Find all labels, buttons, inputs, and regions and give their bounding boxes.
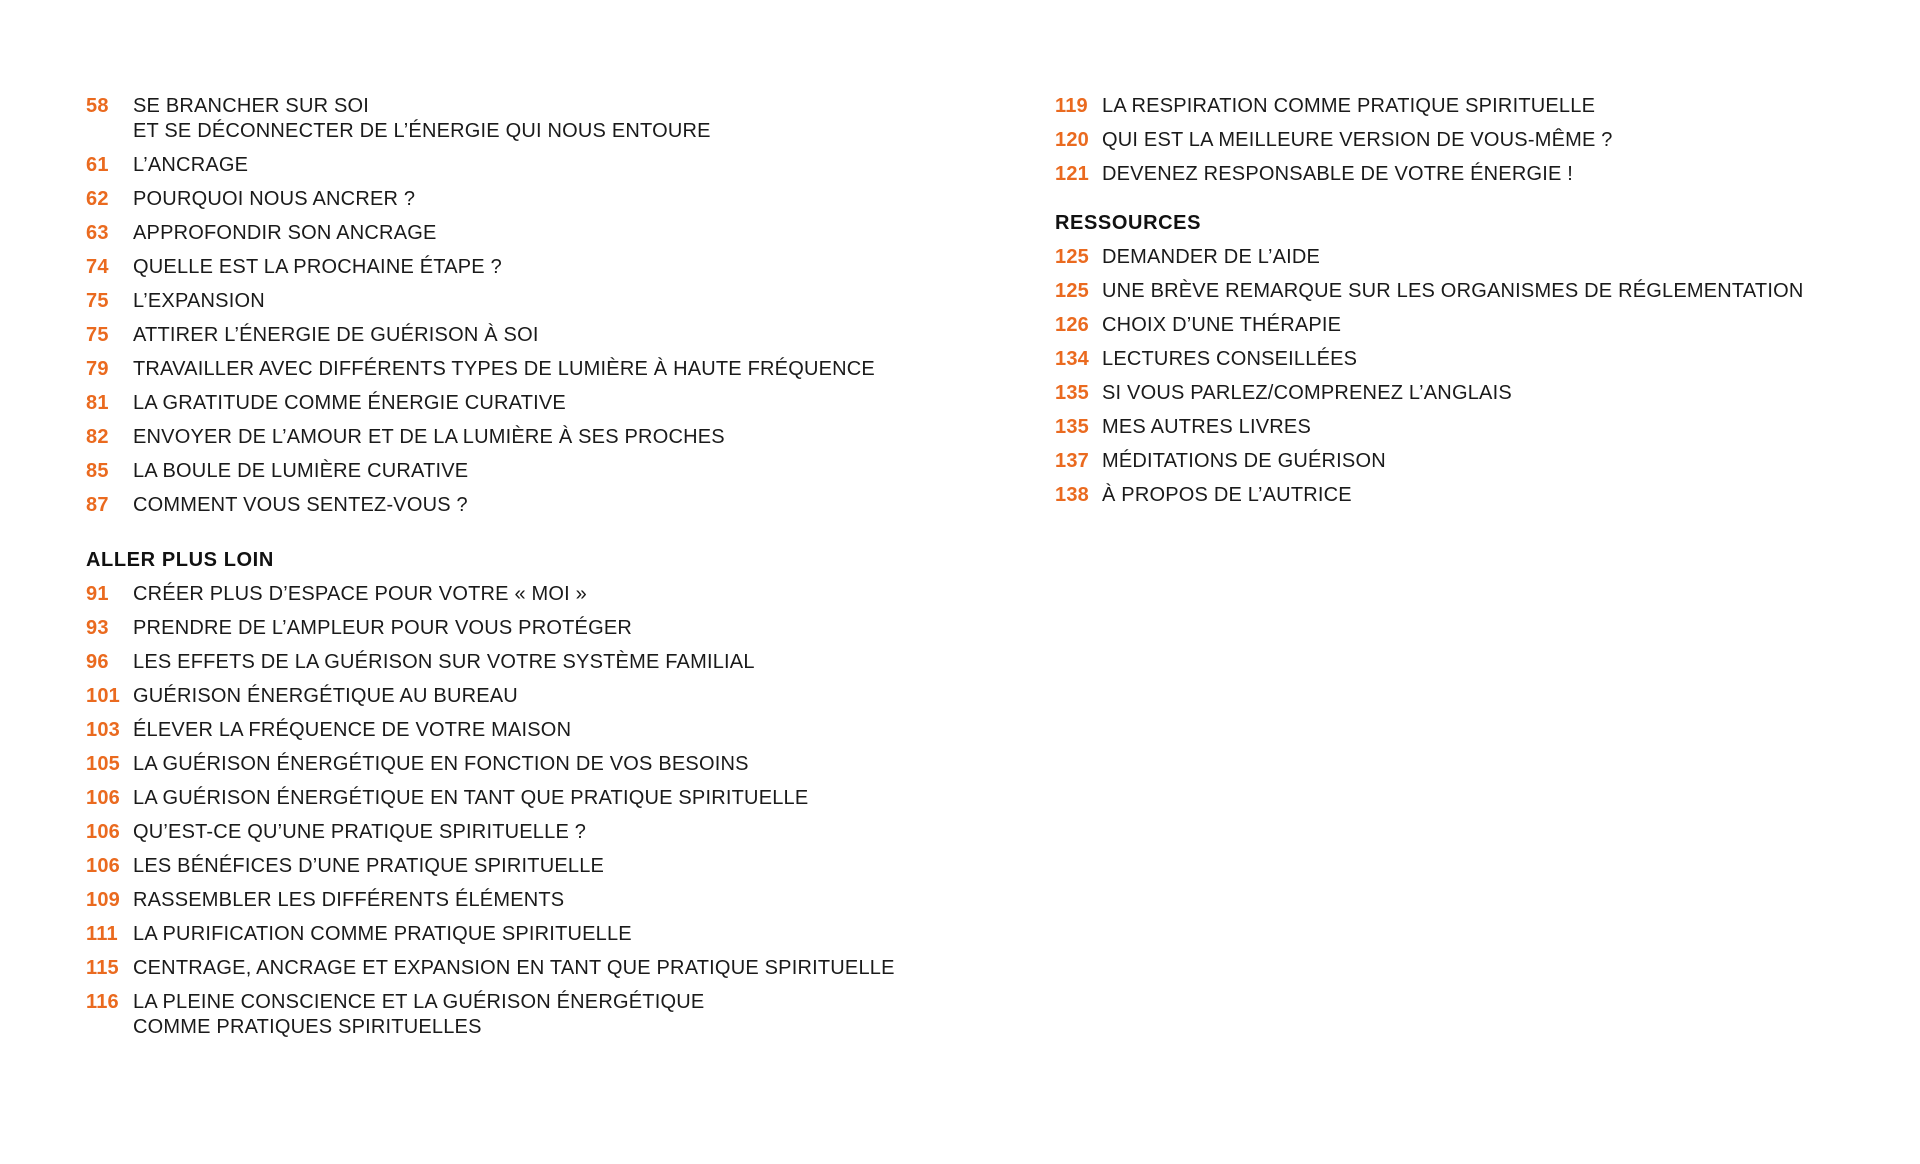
entry-title: LA RESPIRATION COMME PRATIQUE SPIRITUELLE (1102, 95, 1596, 117)
page-number: 62 (86, 188, 109, 210)
page-number: 106 (86, 821, 120, 843)
page-number: 121 (1055, 163, 1089, 185)
toc-list-continuation (86, 94, 986, 518)
toc-entry (86, 221, 986, 246)
entry-title: LA PLEINE CONSCIENCE ET LA GUÉRISON ÉNERGÉTIQUE COMME PRATIQUES SPIRITUELLES (133, 991, 705, 1038)
toc-entry (86, 153, 986, 178)
toc-entry (1055, 162, 1895, 187)
page-number: 138 (1055, 484, 1089, 506)
entry-title: LA BOULE DE LUMIÈRE CURATIVE (133, 460, 469, 482)
entry-title: CENTRAGE, ANCRAGE ET EXPANSION EN TANT QUE PRATIQUE SPIRITUELLE (133, 957, 895, 979)
toc-entry (1055, 313, 1895, 338)
page-number: 135 (1055, 382, 1089, 404)
toc-entry (86, 357, 986, 382)
toc-entry (86, 922, 986, 947)
entry-title: ENVOYER DE L’AMOUR ET DE LA LUMIÈRE À SES PROCHES (133, 426, 725, 448)
toc-entry (86, 425, 986, 450)
entry-title: LA GUÉRISON ÉNERGÉTIQUE EN TANT QUE PRATIQUE SPIRITUELLE (133, 787, 809, 809)
toc-entry (86, 820, 986, 845)
page-number: 74 (86, 256, 109, 278)
toc-entry (86, 786, 986, 811)
section-heading-ressources: RESSOURCES (1055, 212, 1202, 234)
entry-title: À PROPOS DE L’AUTRICE (1102, 484, 1352, 506)
toc-entry (86, 888, 986, 913)
toc-entry (1055, 279, 1895, 304)
toc-entry (1055, 449, 1895, 474)
entry-title: ATTIRER L’ÉNERGIE DE GUÉRISON À SOI (133, 324, 539, 346)
entry-title: POURQUOI NOUS ANCRER ? (133, 188, 416, 210)
toc-entry (1055, 483, 1895, 508)
entry-title: QU’EST-CE QU’UNE PRATIQUE SPIRITUELLE ? (133, 821, 587, 843)
toc-entry (86, 752, 986, 777)
entry-title: QUI EST LA MEILLEURE VERSION DE VOUS-MÊME ? (1102, 129, 1613, 151)
toc-entry (86, 391, 986, 416)
toc-entry (86, 187, 986, 212)
page-number: 115 (86, 957, 119, 979)
toc-entry (1055, 245, 1895, 270)
toc-entry (86, 459, 986, 484)
page-number: 82 (86, 426, 109, 448)
page-number: 96 (86, 651, 109, 673)
entry-title: DEVENEZ RESPONSABLE DE VOTRE ÉNERGIE ! (1102, 163, 1574, 185)
page-number: 135 (1055, 416, 1089, 438)
page-number: 120 (1055, 129, 1089, 151)
page-number: 81 (86, 392, 109, 414)
toc-list-aller-plus-loin (86, 582, 986, 1040)
page-number: 75 (86, 324, 109, 346)
page-number: 119 (1055, 95, 1088, 117)
entry-title: ÉLEVER LA FRÉQUENCE DE VOTRE MAISON (133, 719, 572, 741)
page-number: 125 (1055, 280, 1089, 302)
page-number: 111 (86, 923, 118, 945)
page-number: 91 (86, 583, 109, 605)
entry-title: LES EFFETS DE LA GUÉRISON SUR VOTRE SYSTÈME FAMILIAL (133, 651, 755, 673)
toc-list-ressources (1055, 245, 1895, 508)
entry-title: SI VOUS PARLEZ/COMPRENEZ L’ANGLAIS (1102, 382, 1512, 404)
toc-entry (86, 684, 986, 709)
page-number: 134 (1055, 348, 1089, 370)
toc-entry (1055, 94, 1895, 119)
entry-title: LA GRATITUDE COMME ÉNERGIE CURATIVE (133, 392, 566, 414)
toc-entry (86, 956, 986, 981)
toc-left-column (86, 94, 986, 1049)
entry-title: MÉDITATIONS DE GUÉRISON (1102, 450, 1386, 472)
toc-entry (1055, 128, 1895, 153)
page-number: 75 (86, 290, 109, 312)
page-number: 116 (86, 991, 119, 1013)
toc-entry (86, 718, 986, 743)
entry-title: LA GUÉRISON ÉNERGÉTIQUE EN FONCTION DE VOS BESOINS (133, 753, 749, 775)
toc-entry (86, 582, 986, 607)
entry-title: UNE BRÈVE REMARQUE SUR LES ORGANISMES DE RÉGLEMENTATION (1102, 280, 1804, 302)
toc-right-column (1055, 94, 1895, 517)
toc-entry (1055, 347, 1895, 372)
entry-title: SE BRANCHER SUR SOI ET SE DÉCONNECTER DE L’ÉNERGIE QUI NOUS ENTOURE (133, 95, 711, 142)
toc-entry (86, 650, 986, 675)
toc-entry (1055, 415, 1895, 440)
entry-title: TRAVAILLER AVEC DIFFÉRENTS TYPES DE LUMIÈRE À HAUTE FRÉQUENCE (133, 358, 875, 380)
toc-entry (1055, 381, 1895, 406)
entry-title: PRENDRE DE L’AMPLEUR POUR VOUS PROTÉGER (133, 617, 633, 639)
toc-entry (86, 616, 986, 641)
page-number: 58 (86, 95, 109, 117)
entry-title: CRÉER PLUS D’ESPACE POUR VOTRE « MOI » (133, 583, 587, 605)
entry-title: QUELLE EST LA PROCHAINE ÉTAPE ? (133, 256, 502, 278)
page-number: 106 (86, 787, 120, 809)
toc-list-continuation-right (1055, 94, 1895, 187)
page-number: 125 (1055, 246, 1089, 268)
entry-title: MES AUTRES LIVRES (1102, 416, 1312, 438)
entry-title: LECTURES CONSEILLÉES (1102, 348, 1358, 370)
page-number: 85 (86, 460, 109, 482)
page-number: 105 (86, 753, 120, 775)
section-heading-aller-plus-loin: ALLER PLUS LOIN (86, 549, 274, 571)
page-number: 63 (86, 222, 109, 244)
page-number: 103 (86, 719, 120, 741)
page-number: 87 (86, 494, 109, 516)
entry-title: DEMANDER DE L’AIDE (1102, 246, 1321, 268)
entry-title: L’EXPANSION (133, 290, 265, 312)
toc-entry (86, 990, 986, 1040)
entry-title: L’ANCRAGE (133, 154, 249, 176)
page-number: 61 (86, 154, 109, 176)
toc-entry (86, 493, 986, 518)
page-number: 106 (86, 855, 120, 877)
toc-entry (86, 289, 986, 314)
page-number: 93 (86, 617, 109, 639)
toc-entry (86, 94, 986, 144)
entry-title: LES BÉNÉFICES D’UNE PRATIQUE SPIRITUELLE (133, 855, 605, 877)
page-number: 137 (1055, 450, 1089, 472)
toc-entry (86, 323, 986, 348)
page-number: 126 (1055, 314, 1089, 336)
entry-title: CHOIX D’UNE THÉRAPIE (1102, 314, 1342, 336)
entry-title: COMMENT VOUS SENTEZ-VOUS ? (133, 494, 468, 516)
page-number: 109 (86, 889, 120, 911)
entry-title: LA PURIFICATION COMME PRATIQUE SPIRITUELLE (133, 923, 632, 945)
entry-title: GUÉRISON ÉNERGÉTIQUE AU BUREAU (133, 685, 518, 707)
toc-entry (86, 854, 986, 879)
page-number: 101 (86, 685, 120, 707)
page-number: 79 (86, 358, 109, 380)
entry-title: RASSEMBLER LES DIFFÉRENTS ÉLÉMENTS (133, 889, 565, 911)
toc-entry (86, 255, 986, 280)
entry-title: APPROFONDIR SON ANCRAGE (133, 222, 437, 244)
